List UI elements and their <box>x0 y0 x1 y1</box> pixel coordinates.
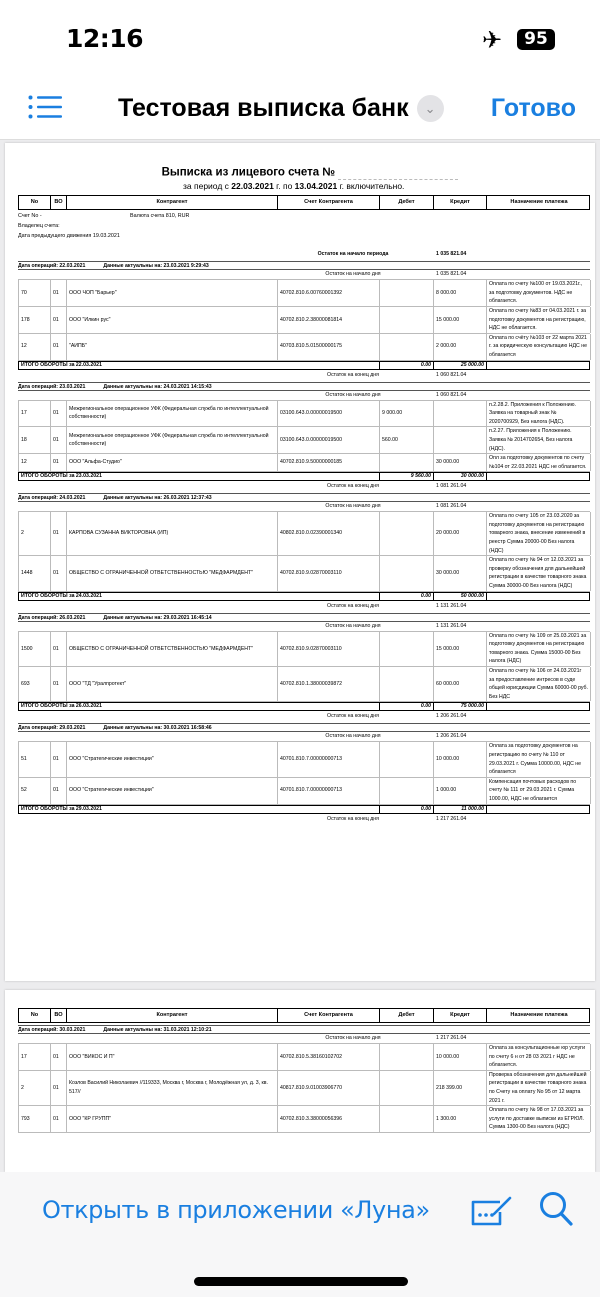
cell-debit <box>380 1106 434 1132</box>
cell-debit <box>380 334 434 360</box>
cell-counterparty: ООО "ВИКОС И П" <box>67 1044 278 1070</box>
cell-vo: 01 <box>51 307 67 333</box>
cell-counterparty: "АИПБ" <box>67 334 278 360</box>
cell-vo: 01 <box>51 556 67 590</box>
cell-vo: 01 <box>51 1106 67 1132</box>
column-header: Счет Контрагента <box>278 1009 380 1022</box>
column-header: Дебет <box>380 1009 434 1022</box>
column-header: Назначение платежа <box>510 1012 568 1018</box>
total-empty <box>487 362 591 369</box>
day-start-balance <box>18 622 590 631</box>
cell-vo: 01 <box>51 454 67 471</box>
day-header <box>18 261 590 270</box>
balance-label: Остаток на начало дня <box>325 733 381 740</box>
table-row[interactable] <box>18 778 590 805</box>
day-end-balance <box>18 371 590 380</box>
table-row[interactable] <box>18 631 590 667</box>
day-total-row <box>18 805 590 814</box>
total-credit: 50 000.00 <box>434 593 487 600</box>
cell-vo: 01 <box>51 512 67 555</box>
column-header: No <box>19 196 51 209</box>
balance-label: Остаток на начало дня <box>325 271 381 278</box>
balance-value: 1 035 821.04 <box>436 271 467 278</box>
cell-no: 70 <box>19 280 51 306</box>
total-debit: 0.00 <box>380 806 434 813</box>
cell-credit: 15 000.00 <box>434 307 487 333</box>
cell-purpose: Оплата по счету № 94 от 12.03.2021 за проверку обозначения для дальнейшей регистрации в качестве товарного знака Сумма 30000-00 Без налога (НДС) <box>487 556 591 590</box>
balance-value: 1 131 261.04 <box>436 602 467 609</box>
period-start-balance: Остаток на начало периода 1 035 821.04 <box>317 251 467 258</box>
cell-debit <box>380 307 434 333</box>
operation-date: Дата операций: 23.03.2021 <box>18 383 86 390</box>
cell-vo: 01 <box>51 334 67 360</box>
balance-value: 1 060 821.04 <box>436 391 467 398</box>
cell-no: 178 <box>19 307 51 333</box>
cell-account: 40702.810.9.02870003110 <box>278 556 380 590</box>
cell-counterparty: ОБЩЕСТВО С ОГРАНИЧЕННОЙ ОТВЕТСТВЕННОСТЬЮ "МЕДФАРМДЕНТ" <box>67 556 278 590</box>
total-credit: 30 000.00 <box>434 473 487 480</box>
day-total-row <box>18 702 590 711</box>
day-header <box>18 723 590 732</box>
day-total-row <box>18 592 590 601</box>
data-actual-date: Данные актуальны на: 31.03.2021 12:10:21 <box>103 1027 212 1033</box>
day-header <box>18 382 590 391</box>
previous-movement-date: Дата предыдущего движения 19.03.2021 <box>18 232 120 239</box>
table-row[interactable] <box>18 1071 590 1106</box>
cell-account: 40701.810.7.00000000713 <box>278 742 380 776</box>
day-start-balance <box>18 391 590 400</box>
cell-vo: 01 <box>51 280 67 306</box>
total-label: ИТОГО ОБОРОТЫ за 24.03.2021 <box>19 593 380 600</box>
total-debit: 9 560.00 <box>380 473 434 480</box>
cell-debit <box>380 1071 434 1105</box>
day-header <box>18 493 590 502</box>
total-credit: 25 000.00 <box>434 362 487 369</box>
cell-no: 2 <box>19 512 51 555</box>
cell-credit: 15 000.00 <box>434 632 487 666</box>
account-owner: Владелец счета: <box>18 223 60 229</box>
table-row[interactable] <box>18 454 590 472</box>
home-indicator <box>194 1277 408 1286</box>
cell-vo: 01 <box>51 401 67 427</box>
day-end-balance <box>18 482 590 491</box>
balance-label: Остаток на конец дня <box>327 371 379 378</box>
cell-debit <box>380 742 434 776</box>
balance-value: 1 131 261.04 <box>436 622 467 629</box>
title-group <box>118 92 444 124</box>
cell-debit <box>380 632 434 666</box>
balance-label: Остаток на конец дня <box>327 483 379 490</box>
total-credit: 11 000.00 <box>434 806 487 813</box>
cell-credit: 10 000.00 <box>434 1044 487 1070</box>
data-actual-date: Данные актуальны на: 23.03.2021 9:29:43 <box>103 263 209 270</box>
statement-title: Выписка из лицевого счета № <box>5 165 595 180</box>
cell-credit <box>434 401 487 427</box>
cell-credit: 30 000.00 <box>434 454 487 471</box>
cell-account: 40703.810.5.01500000175 <box>278 334 380 360</box>
bottom-toolbar <box>0 1172 600 1297</box>
list-icon[interactable] <box>28 95 62 119</box>
cell-purpose: Оплата по счету № 109 от 25.03.2021 за подготовку документов на регистрацию товарного знака. Сумма 15000-00 Без налога (НДС) <box>487 632 591 666</box>
cell-debit <box>380 512 434 555</box>
day-header <box>18 1025 590 1034</box>
cell-account: 40702.810.3.38000056396 <box>278 1106 380 1132</box>
balance-value: 1 206 261.04 <box>436 733 467 740</box>
data-actual-date: Данные актуальны на: 26.03.2021 12:37:43 <box>103 495 212 502</box>
table-row[interactable] <box>18 556 590 591</box>
day-total-row <box>18 472 590 481</box>
cell-vo: 01 <box>51 427 67 453</box>
table-row[interactable] <box>18 667 590 702</box>
balance-label: Остаток на конец дня <box>327 815 379 822</box>
balance-label: Остаток на начало дня <box>325 503 381 510</box>
cell-credit: 60 000.00 <box>434 667 487 701</box>
cell-counterparty: Козлов Василий Николаевич //119333, Москва г, Москва г, Молодёжная ул, д. 3, кв. 517// <box>67 1071 278 1105</box>
cell-vo: 01 <box>51 1044 67 1070</box>
cell-account: 03100.643.0.00000019500 <box>278 401 380 427</box>
operation-date: Дата операций: 22.03.2021 <box>18 263 86 270</box>
document-title[interactable]: Тестовая выписка банк <box>118 93 409 122</box>
day-start-balance <box>18 502 590 511</box>
cell-no: 52 <box>19 778 51 804</box>
column-header: Кредит <box>434 1009 487 1022</box>
day-total-row <box>18 361 590 370</box>
total-label: ИТОГО ОБОРОТЫ за 29.03.2021 <box>19 806 380 813</box>
table-row[interactable] <box>18 279 590 307</box>
cell-credit: 1 000.00 <box>434 778 487 804</box>
total-empty <box>487 703 591 710</box>
balance-value: 1 206 261.04 <box>436 713 467 720</box>
cell-no: 51 <box>19 742 51 776</box>
nav-bar <box>0 78 600 140</box>
cell-counterparty: КАРПОВА СУЗАННА ВИКТОРОВНА (ИП) <box>67 512 278 555</box>
cell-vo: 01 <box>51 632 67 666</box>
cell-counterparty: ОБЩЕСТВО С ОГРАНИЧЕННОЙ ОТВЕТСТВЕННОСТЬЮ "МЕДФАРМДЕНТ" <box>67 632 278 666</box>
cell-account: 40702.810.2.38000081814 <box>278 307 380 333</box>
cell-purpose: Компенсация почтовых расходов по счету № 111 от 29.03.2021 г. Сумма 1000.00, НДС не облагается <box>487 778 591 804</box>
column-header: No <box>19 1009 51 1022</box>
operation-date: Дата операций: 29.03.2021 <box>18 725 86 732</box>
statement-table <box>18 1008 590 1133</box>
operation-date: Дата операций: 24.03.2021 <box>18 495 86 502</box>
markup-icon[interactable] <box>470 1194 516 1228</box>
column-header: Кредит <box>434 196 487 209</box>
cell-debit <box>380 556 434 590</box>
cell-purpose: Оплата по счету 105 от 23.03.2020 за подготовку документов на регистрацию товарного знака, внесение изменений в реестр Сумма 20000-00 Без налога (НДС) <box>487 512 591 555</box>
column-header: Контрагент <box>67 196 278 209</box>
cell-debit <box>380 1044 434 1070</box>
day-end-balance <box>18 712 590 721</box>
done-button[interactable]: Готово <box>490 94 576 122</box>
column-header: ВО <box>51 196 67 209</box>
balance-value: 1 081 261.04 <box>436 503 467 510</box>
cell-account: 40702.810.1.38000039872 <box>278 667 380 701</box>
cell-vo: 01 <box>51 778 67 804</box>
column-header: ВО <box>51 1009 67 1022</box>
cell-no: 693 <box>19 667 51 701</box>
cell-no: 17 <box>19 1044 51 1070</box>
cell-counterparty: ООО ЧОП "Барьер" <box>67 280 278 306</box>
balance-label: Остаток на начало дня <box>325 622 381 629</box>
airplane-icon: ✈ <box>482 27 503 54</box>
cell-credit: 2 000.00 <box>434 334 487 360</box>
cell-account: 40702.810.6.00760001392 <box>278 280 380 306</box>
balance-value: 1 217 261.04 <box>436 1035 467 1041</box>
cell-vo: 01 <box>51 667 67 701</box>
cell-no: 2 <box>19 1071 51 1105</box>
cell-no: 1448 <box>19 556 51 590</box>
data-actual-date: Данные актуальны на: 29.03.2021 16:45:14 <box>103 614 212 621</box>
table-row[interactable] <box>18 1106 590 1133</box>
cell-account: 40702.810.9.02870003110 <box>278 632 380 666</box>
balance-value: 1 081 261.04 <box>436 483 467 490</box>
cell-no: 793 <box>19 1106 51 1132</box>
cell-no: 1500 <box>19 632 51 666</box>
data-actual-date: Данные актуальны на: 24.03.2021 14:15:43 <box>103 383 212 390</box>
balance-value: 1 060 821.04 <box>436 371 467 378</box>
cell-no: 12 <box>19 454 51 471</box>
table-row[interactable] <box>18 400 590 428</box>
cell-no: 17 <box>19 401 51 427</box>
day-start-balance <box>18 270 590 279</box>
table-header <box>18 1008 590 1023</box>
day-end-balance <box>18 602 590 611</box>
cell-no: 18 <box>19 427 51 453</box>
cell-counterparty: Межрегиональное операционное УФК (Федеральная служба по интеллектуальной собственности) <box>67 427 278 453</box>
total-empty <box>487 473 591 480</box>
battery-indicator: 95 <box>517 29 555 50</box>
column-header: Назначение платежа <box>510 199 568 205</box>
total-label: ИТОГО ОБОРОТЫ за 26.03.2021 <box>19 703 380 710</box>
cell-counterparty: ООО "Стратегические инвестиции" <box>67 778 278 804</box>
total-debit: 0.00 <box>380 362 434 369</box>
cell-credit: 8 000.00 <box>434 280 487 306</box>
balance-label: Остаток на начало дня <box>325 1035 381 1041</box>
operation-date: Дата операций: 30.03.2021 <box>18 1027 86 1033</box>
cell-credit: 218 399.00 <box>434 1071 487 1105</box>
cell-debit <box>380 454 434 471</box>
total-empty <box>487 593 591 600</box>
cell-credit: 10 000.00 <box>434 742 487 776</box>
account-no: Счет No - <box>18 213 42 219</box>
cell-purpose: Оплата по счету №83 от 04.03.2021 г. за подготовку документов на регистрацию, НДС не облагается. <box>487 307 591 333</box>
cell-credit: 1 300.00 <box>434 1106 487 1132</box>
document-page-2 <box>5 990 595 1172</box>
balance-value: 1 217 261.04 <box>436 815 467 822</box>
table-row[interactable] <box>18 511 590 556</box>
cell-purpose: Оплата по счёту №103 от 22 марта 2021 г. за юридическую консультацию НДС не облагается <box>487 334 591 360</box>
table-row[interactable] <box>18 1043 590 1071</box>
status-bar <box>0 0 600 78</box>
cell-credit: 30 000.00 <box>434 556 487 590</box>
cell-no: 12 <box>19 334 51 360</box>
cell-account: 40702.810.5.38160102702 <box>278 1044 380 1070</box>
total-credit: 75 000.00 <box>434 703 487 710</box>
cell-counterparty: ООО "ТД "Уралпротект" <box>67 667 278 701</box>
statement-table <box>18 195 590 824</box>
cell-purpose: Оплата по счету № 98 от 17.03.2021 за услуги по доставке выписки из ЕГРЮЛ. Сумма 1300-00 Без налога (НДС) <box>487 1106 591 1132</box>
table-row[interactable] <box>18 741 590 777</box>
column-header: Счет Контрагента <box>278 196 380 209</box>
cell-counterparty: Межрегиональное операционное УФК (Федеральная служба по интеллектуальной собственности) <box>67 401 278 427</box>
document-page-1 <box>5 143 595 981</box>
cell-vo: 01 <box>51 742 67 776</box>
cell-purpose: Оплата за подготовку документов на регистрацию по счету № 110 от 29.03.2021 г. Сумма 10000.00, НДС не облагается <box>487 742 591 776</box>
column-header: Дебет <box>380 196 434 209</box>
cell-account: 40702.810.9.50000000185 <box>278 454 380 471</box>
column-header: Контрагент <box>67 1009 278 1022</box>
total-label: ИТОГО ОБОРОТЫ за 22.03.2021 <box>19 362 380 369</box>
balance-label: Остаток на начало дня <box>325 391 381 398</box>
cell-credit: 20 000.00 <box>434 512 487 555</box>
cell-credit <box>434 427 487 453</box>
table-row[interactable] <box>18 307 590 334</box>
total-debit: 0.00 <box>380 703 434 710</box>
cell-debit: 560.00 <box>380 427 434 453</box>
cell-purpose: Оплата за консультационные юр услуги по счету 6 н от 28 03 2021 г НДС не облагается. <box>487 1044 591 1070</box>
table-row[interactable] <box>18 427 590 454</box>
redacted-account-number <box>338 165 458 180</box>
operation-date: Дата операций: 26.03.2021 <box>18 614 86 621</box>
cell-purpose: Оплата по счету № 106 от 24.03.2021г за предоставление интресов в суде общей юрисдикции Сумма 60000-00 руб. Без НДС <box>487 667 591 701</box>
table-header <box>18 195 590 210</box>
day-header <box>18 613 590 622</box>
search-icon[interactable] <box>538 1190 574 1228</box>
cell-purpose: п.2.27. Приложения к Положению. Заявка № 2014702654, Без налога (НДС). <box>487 427 591 453</box>
cell-account: 40701.810.7.00000000713 <box>278 778 380 804</box>
day-start-balance <box>18 1034 590 1043</box>
table-row[interactable] <box>18 334 590 361</box>
cell-purpose: Проверка обозначения для дальнейшей регистрации в качестве товарного знака по Счету на оплату No 95 от 12 марта 2021 г. <box>487 1071 591 1105</box>
data-actual-date: Данные актуальны на: 30.03.2021 16:58:46 <box>103 725 212 732</box>
statement-period: за период с 22.03.2021 г. по 13.04.2021 г. включительно. <box>183 181 405 191</box>
total-debit: 0.00 <box>380 593 434 600</box>
day-start-balance <box>18 732 590 741</box>
currency: Валюта счета 810, RUR <box>130 213 190 219</box>
cell-counterparty: ООО "Стратегические инвестиции" <box>67 742 278 776</box>
cell-purpose: Опл за подготовку документов по счету №104 от 22.03.2021 НДС не облагается. <box>487 454 591 471</box>
cell-purpose: п.2.28.2. Приложения к Положению. Заявка на товарный знак № 2020700929, Без налога (НДС). <box>487 401 591 427</box>
status-time: 12:16 <box>66 24 144 53</box>
cell-debit <box>380 667 434 701</box>
cell-purpose: Оплата по счету №100 от 19.03.2021г., за подготовку документов. НДС не облагается. <box>487 280 591 306</box>
open-in-app-button[interactable]: Открыть в приложении «Луна» <box>42 1196 430 1224</box>
cell-counterparty: ООО "Альфа-Студио" <box>67 454 278 471</box>
day-end-balance <box>18 815 590 824</box>
cell-vo: 01 <box>51 1071 67 1105</box>
cell-account: 03100.643.0.00000019500 <box>278 427 380 453</box>
cell-debit: 9 000.00 <box>380 401 434 427</box>
total-label: ИТОГО ОБОРОТЫ за 23.03.2021 <box>19 473 380 480</box>
balance-label: Остаток на конец дня <box>327 602 379 609</box>
cell-debit <box>380 778 434 804</box>
cell-counterparty: ООО "Илкин рус" <box>67 307 278 333</box>
chevron-down-icon[interactable]: ⌄ <box>417 95 444 122</box>
cell-counterparty: ООО "КР ГРУПП" <box>67 1106 278 1132</box>
balance-label: Остаток на конец дня <box>327 713 379 720</box>
cell-debit <box>380 280 434 306</box>
cell-account: 40817.810.9.01003906770 <box>278 1071 380 1105</box>
cell-account: 40802.810.0.02390001340 <box>278 512 380 555</box>
total-empty <box>487 806 591 813</box>
